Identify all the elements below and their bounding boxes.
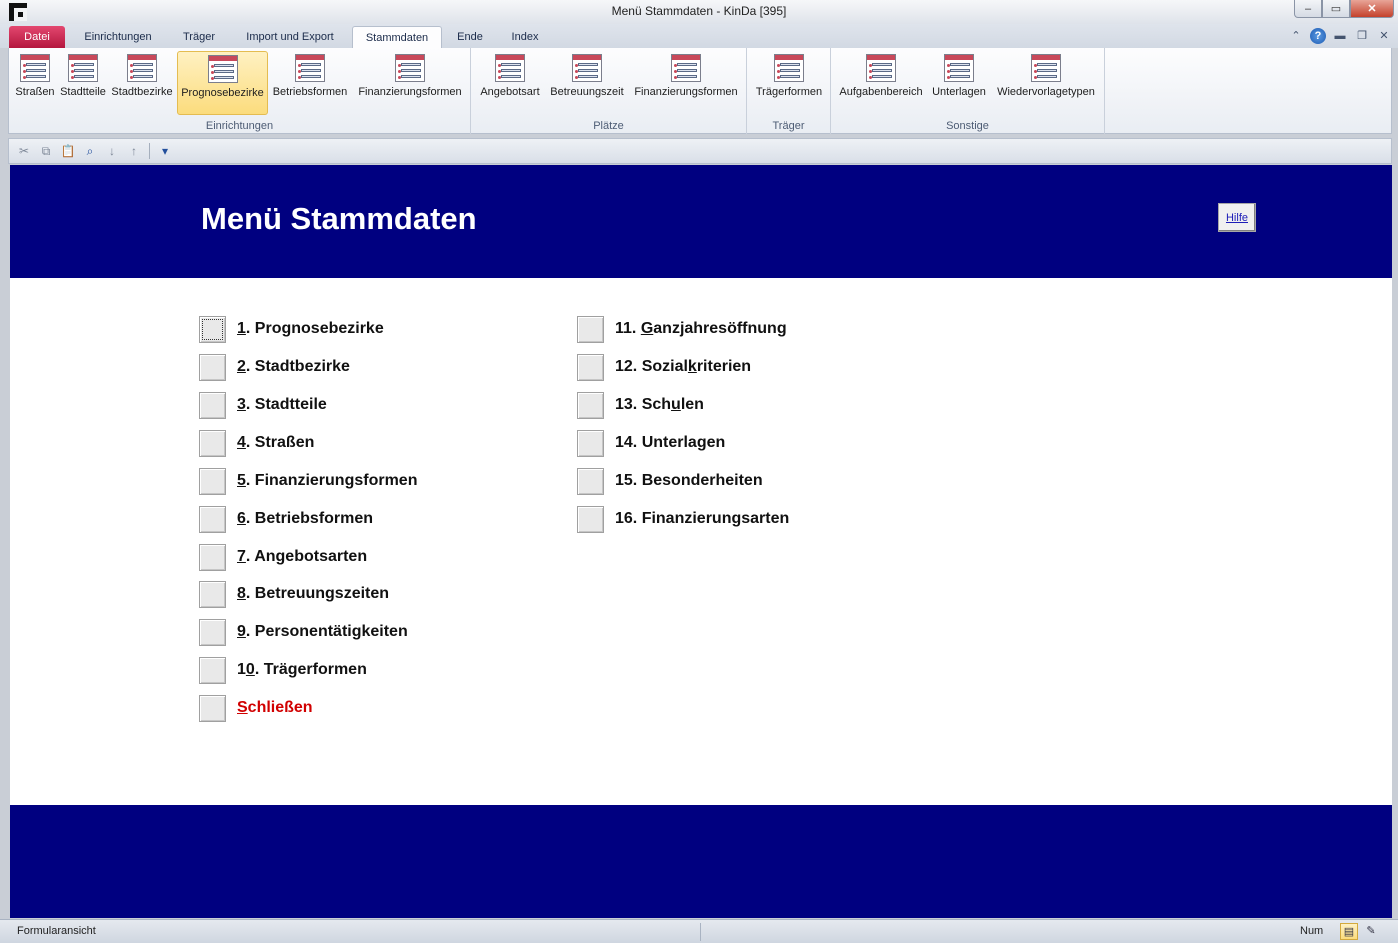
form-icon bbox=[395, 54, 425, 82]
close-form-item[interactable]: Schließen bbox=[199, 694, 313, 722]
menu-item-5[interactable]: 5. Finanzierungsformen bbox=[199, 467, 417, 495]
menu-button[interactable] bbox=[199, 392, 226, 419]
menu-item-1[interactable]: 1. Prognosebezirke bbox=[199, 315, 384, 343]
menu-button[interactable] bbox=[199, 316, 226, 343]
ribbon-button-strassen[interactable]: Straßen bbox=[13, 51, 57, 115]
find-icon[interactable]: ⌕ bbox=[86, 144, 94, 158]
form-icon bbox=[671, 54, 701, 82]
tab-einrichtungen[interactable]: Einrichtungen bbox=[84, 31, 152, 43]
ribbon bbox=[8, 48, 1392, 134]
menu-button[interactable] bbox=[199, 657, 226, 684]
ribbon-button-unterlagen[interactable]: Unterlagen bbox=[929, 51, 989, 115]
ribbon-button-plaetze-finanzierungsformen[interactable]: Finanzierungsformen bbox=[629, 51, 743, 115]
sort-ascending-icon[interactable]: ↓ bbox=[109, 144, 115, 158]
menu-item-13[interactable]: 13. Schulen bbox=[577, 391, 704, 419]
ribbon-group-label: Einrichtungen bbox=[205, 120, 274, 132]
form-icon bbox=[68, 54, 98, 82]
form-menu-stammdaten bbox=[10, 165, 1392, 918]
ribbon-button-finanzierungsformen[interactable]: Finanzierungsformen bbox=[353, 51, 467, 115]
ribbon-button-prognosebezirke[interactable]: Prognosebezirke bbox=[177, 51, 268, 115]
window-maximize-button[interactable]: ▭ bbox=[1322, 0, 1350, 18]
menu-button[interactable] bbox=[577, 354, 604, 381]
ribbon-button-wiedervorlagetypen[interactable]: Wiedervorlagetypen bbox=[991, 51, 1101, 115]
menu-item-12[interactable]: 12. Sozialkriterien bbox=[577, 353, 751, 381]
form-icon bbox=[20, 54, 50, 82]
customize-dropdown-icon[interactable]: ▾ bbox=[161, 144, 169, 158]
status-num-indicator: Num bbox=[1300, 925, 1324, 937]
ribbon-button-betriebsformen[interactable]: Betriebsformen bbox=[269, 51, 351, 115]
tab-datei[interactable]: Datei bbox=[9, 26, 65, 48]
menu-button[interactable] bbox=[199, 354, 226, 381]
menu-button[interactable] bbox=[199, 506, 226, 533]
ribbon-group-einrichtungen bbox=[9, 48, 471, 134]
ribbon-button-aufgabenbereich[interactable]: Aufgabenbereich bbox=[835, 51, 927, 115]
ribbon-button-angebotsart[interactable]: Angebotsart bbox=[475, 51, 545, 115]
form-icon bbox=[208, 55, 238, 83]
tab-traeger[interactable]: Träger bbox=[183, 31, 215, 43]
restore-icon[interactable]: ❐ bbox=[1357, 30, 1367, 42]
ribbon-button-stadtbezirke[interactable]: Stadtbezirke bbox=[109, 51, 175, 115]
form-view-icon[interactable]: ▤ bbox=[1340, 923, 1358, 940]
menu-item-10[interactable]: 10. Trägerformen bbox=[199, 656, 367, 684]
menu-button[interactable] bbox=[199, 544, 226, 571]
ribbon-button-betreuungszeit[interactable]: Betreuungszeit bbox=[547, 51, 627, 115]
quick-toolbar bbox=[8, 138, 1392, 164]
menu-item-14[interactable]: 14. Unterlagen bbox=[577, 429, 725, 457]
form-icon bbox=[1031, 54, 1061, 82]
ribbon-group-sonstige bbox=[831, 48, 1105, 134]
menu-item-3[interactable]: 3. Stadtteile bbox=[199, 391, 327, 419]
paste-icon[interactable]: 📋 bbox=[60, 144, 76, 158]
menu-button[interactable] bbox=[577, 316, 604, 343]
menu-item-9[interactable]: 9. Personentätigkeiten bbox=[199, 618, 408, 646]
menu-button[interactable] bbox=[199, 430, 226, 457]
title-bar bbox=[0, 0, 1398, 24]
tab-import-export[interactable]: Import und Export bbox=[246, 31, 334, 43]
design-view-icon[interactable]: ✎ bbox=[1366, 925, 1376, 937]
close-form-button[interactable] bbox=[199, 695, 226, 722]
menu-button[interactable] bbox=[199, 581, 226, 608]
tab-index[interactable]: Index bbox=[511, 31, 539, 43]
copy-icon[interactable]: ⧉ bbox=[41, 144, 51, 158]
menu-item-8[interactable]: 8. Betreuungszeiten bbox=[199, 580, 389, 608]
form-icon bbox=[295, 54, 325, 82]
cut-icon[interactable]: ✂ bbox=[18, 144, 30, 158]
menu-item-4[interactable]: 4. Straßen bbox=[199, 429, 314, 457]
window-close-button[interactable]: ✕ bbox=[1350, 0, 1394, 18]
form-footer bbox=[10, 805, 1392, 918]
form-icon bbox=[495, 54, 525, 82]
menu-item-15[interactable]: 15. Besonderheiten bbox=[577, 467, 763, 495]
status-separator bbox=[700, 923, 701, 941]
status-bar bbox=[0, 919, 1398, 943]
menu-button[interactable] bbox=[199, 619, 226, 646]
menu-button[interactable] bbox=[199, 468, 226, 495]
toolbar-separator bbox=[149, 143, 150, 159]
window-minimize-button[interactable]: – bbox=[1294, 0, 1322, 18]
menu-button[interactable] bbox=[577, 468, 604, 495]
form-icon bbox=[127, 54, 157, 82]
window-title: Menü Stammdaten - KinDa [395] bbox=[611, 4, 787, 18]
menu-button[interactable] bbox=[577, 506, 604, 533]
tab-stammdaten[interactable]: Stammdaten bbox=[352, 26, 442, 48]
menu-item-16[interactable]: 16. Finanzierungsarten bbox=[577, 505, 789, 533]
form-icon bbox=[572, 54, 602, 82]
tab-ende[interactable]: Ende bbox=[457, 31, 483, 43]
menu-button[interactable] bbox=[577, 430, 604, 457]
chevron-up-icon[interactable]: ⌃ bbox=[1291, 30, 1301, 42]
menu-button[interactable] bbox=[577, 392, 604, 419]
menu-item-2[interactable]: 2. Stadtbezirke bbox=[199, 353, 350, 381]
form-icon bbox=[774, 54, 804, 82]
form-header bbox=[10, 165, 1392, 278]
ribbon-button-stadtteile[interactable]: Stadtteile bbox=[58, 51, 108, 115]
help-button[interactable]: Hilfe bbox=[1218, 203, 1256, 232]
ribbon-group-traeger bbox=[747, 48, 831, 134]
sort-descending-icon[interactable]: ↑ bbox=[131, 144, 137, 158]
help-icon[interactable]: ? bbox=[1310, 28, 1326, 44]
page-title: Menü Stammdaten bbox=[201, 201, 477, 236]
ribbon-group-label: Sonstige bbox=[946, 120, 989, 132]
minimize-icon[interactable]: ▬ bbox=[1334, 30, 1346, 42]
menu-item-6[interactable]: 6. Betriebsformen bbox=[199, 505, 373, 533]
menu-item-7[interactable]: 7. Angebotsarten bbox=[199, 543, 367, 571]
status-view-label: Formularansicht bbox=[17, 925, 96, 937]
ribbon-button-traegerformen[interactable]: Trägerformen bbox=[751, 51, 827, 115]
menu-item-11[interactable]: 11. Ganzjahresöffnung bbox=[577, 315, 787, 343]
ribbon-group-label: Träger bbox=[772, 120, 805, 132]
ribbon-group-label: Plätze bbox=[593, 120, 624, 132]
form-icon bbox=[866, 54, 896, 82]
close-icon[interactable]: ✕ bbox=[1379, 30, 1389, 42]
form-icon bbox=[944, 54, 974, 82]
ribbon-group-plaetze bbox=[471, 48, 747, 134]
ribbon-tab-bar bbox=[0, 24, 1398, 48]
